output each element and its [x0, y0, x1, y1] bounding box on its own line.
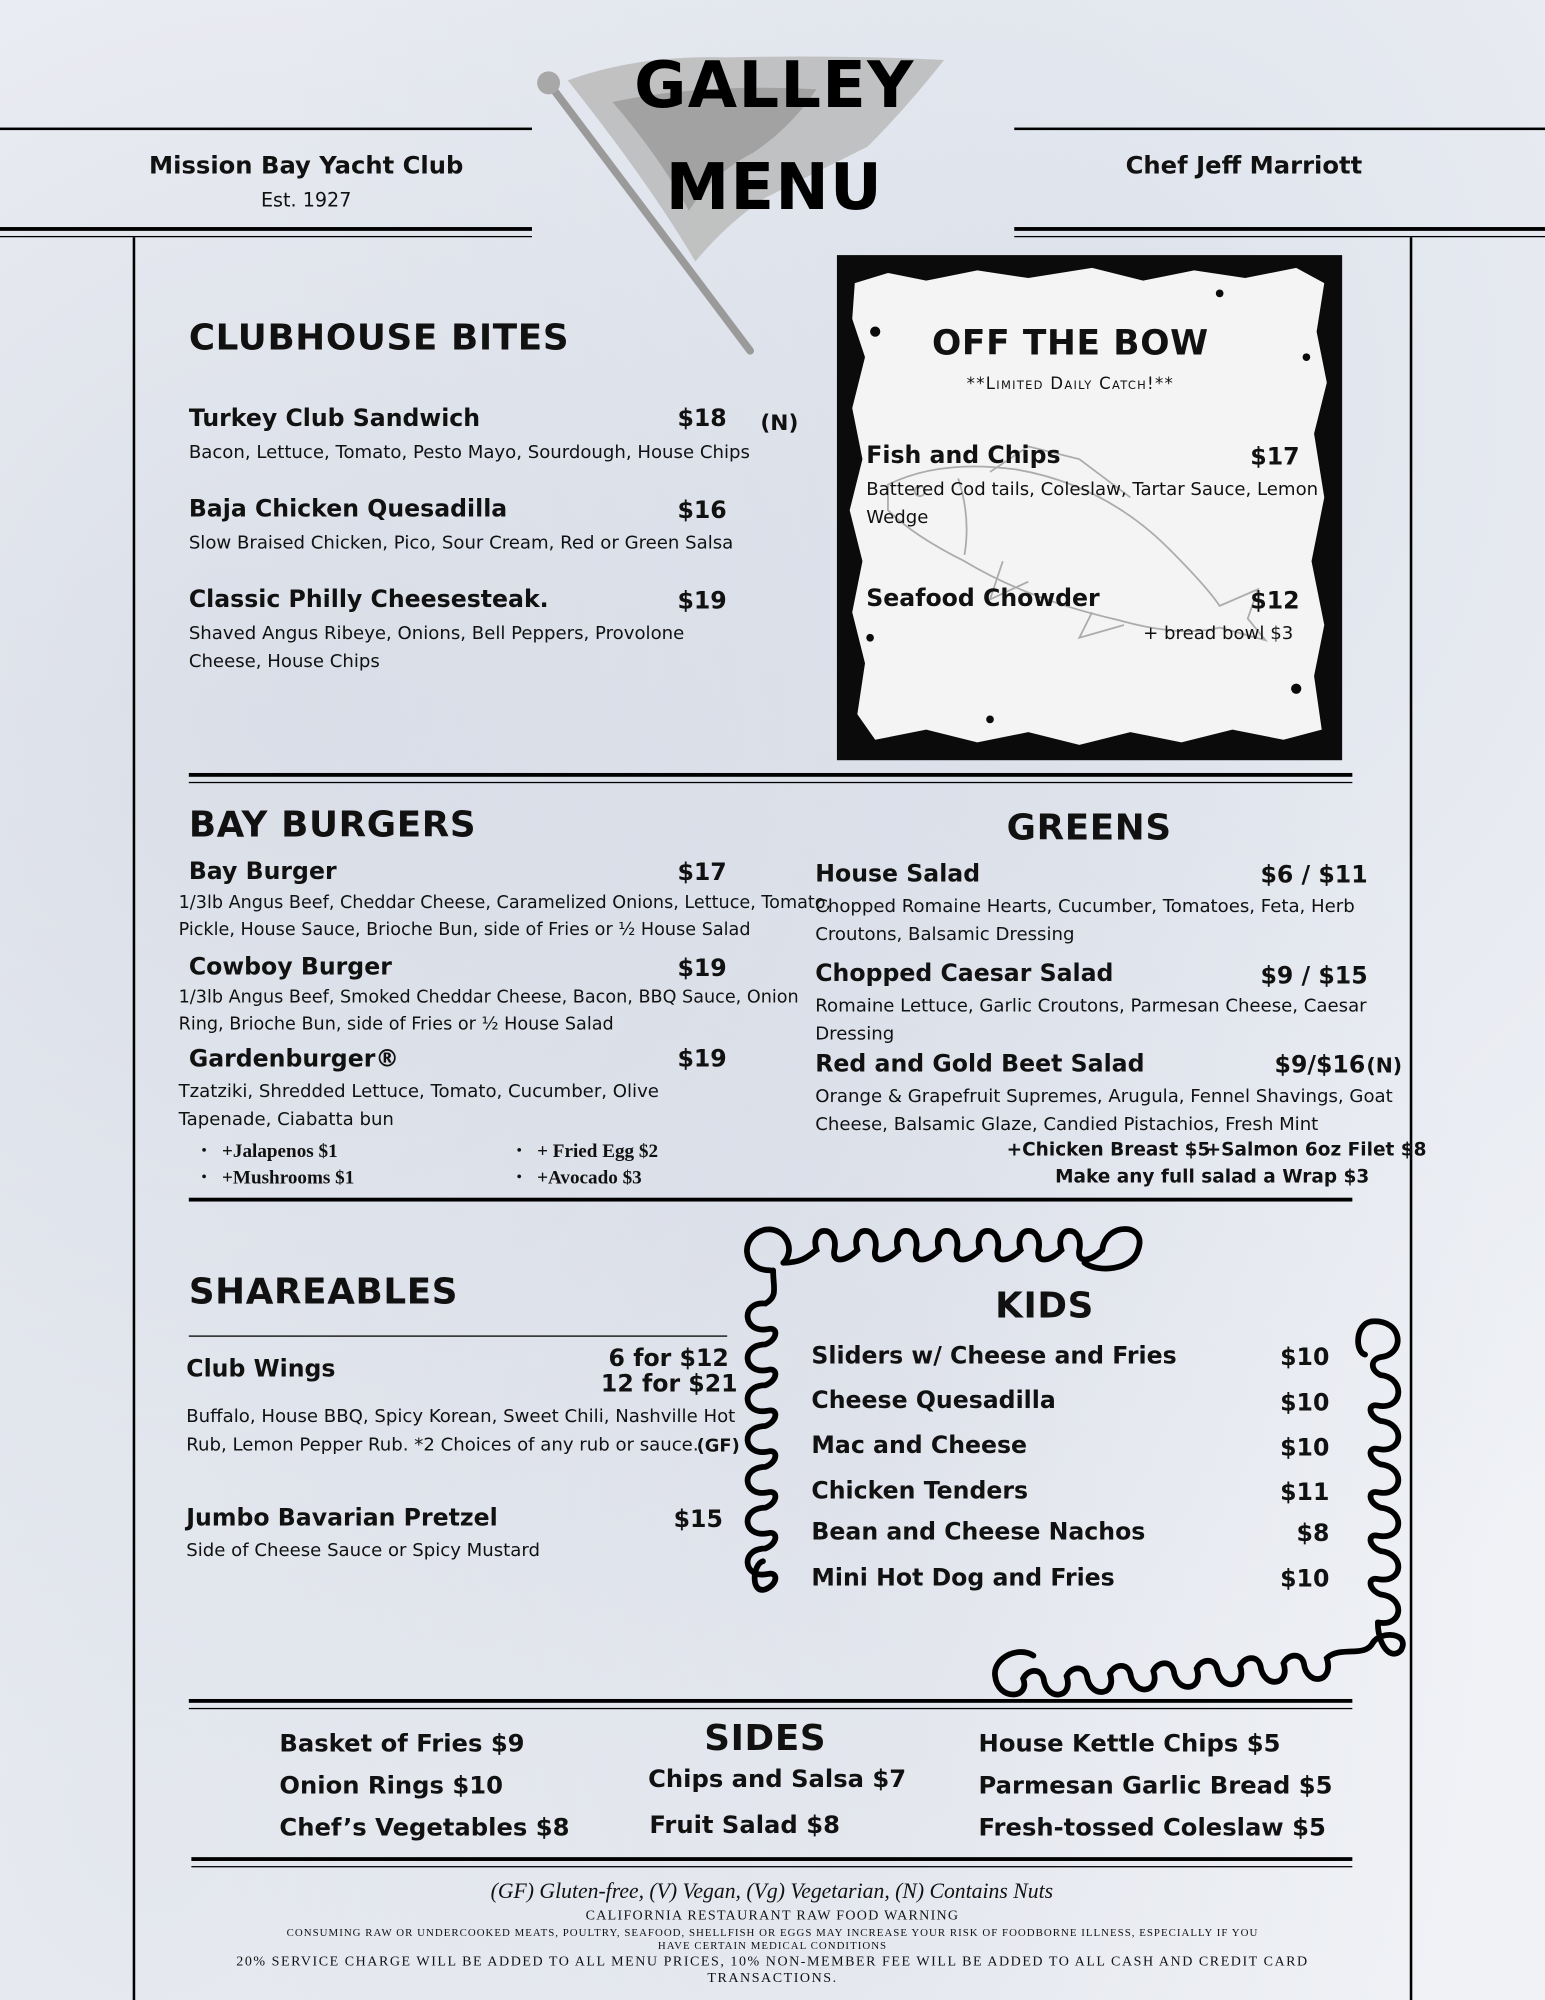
salad-addon-chicken: +Chicken Breast $5	[1006, 1140, 1211, 1161]
kids-item-3-name: Mac and Cheese	[811, 1432, 1028, 1460]
header-rule-right-bottom	[1014, 227, 1545, 231]
side-onion-rings: Onion Rings $10	[279, 1771, 503, 1800]
kids-item-2-name: Cheese Quesadilla	[811, 1387, 1056, 1415]
kids-item-5-name: Bean and Cheese Nachos	[811, 1519, 1146, 1546]
off-the-bow-title: OFF THE BOW	[932, 323, 1209, 364]
raw-food-warning-line2: HAVE CERTAIN MEDICAL CONDITIONS	[657, 1938, 888, 1952]
philly-price: $19	[677, 588, 727, 615]
established-year: Est. 1927	[260, 188, 352, 212]
baja-quesadilla-name: Baja Chicken Quesadilla	[188, 496, 508, 523]
kids-item-3-price: $10	[1280, 1434, 1330, 1462]
divider-mid	[189, 1198, 1353, 1202]
kids-title: KIDS	[995, 1284, 1095, 1327]
header-rule-left-bottom2	[0, 236, 532, 237]
header-rule-left-bottom	[0, 227, 532, 231]
club-wings-gf-tag: (GF)	[696, 1436, 740, 1457]
gardenburger-price: $19	[677, 1045, 727, 1073]
house-salad-price: $6 / $11	[1260, 862, 1368, 890]
side-garlic-bread: Parmesan Garlic Bread $5	[978, 1771, 1333, 1800]
kids-item-1-price: $10	[1280, 1344, 1330, 1372]
shareables-underline	[189, 1335, 727, 1336]
dietary-legend: (GF) Gluten-free, (V) Vegan, (Vg) Vegetarian, (N) Contains Nuts	[490, 1878, 1054, 1904]
addon-mushrooms: • +Mushrooms $1	[202, 1165, 355, 1192]
menu-title-line1: GALLEY	[634, 48, 915, 123]
shareables-title: SHAREABLES	[188, 1270, 459, 1313]
service-charge-line1: 20% SERVICE CHARGE WILL BE ADDED TO ALL MENU PRICES, 10% NON-MEMBER FEE WILL BE ADDED TO ALL CASH AND CREDIT CARD	[236, 1954, 1309, 1970]
off-the-bow-subtitle: **Limited Daily Catch!**	[966, 374, 1175, 395]
divider-top-1	[189, 773, 1353, 777]
frame-left	[133, 237, 136, 2000]
sides-rule-bottom-1	[191, 1857, 1352, 1861]
side-vegetables: Chef’s Vegetables $8	[279, 1813, 570, 1842]
kids-item-6-price: $10	[1280, 1566, 1330, 1594]
burger-addons-left	[202, 1138, 355, 1192]
club-name: Mission Bay Yacht Club	[149, 151, 464, 180]
bay-burger-price: $17	[677, 859, 727, 887]
service-charge-line2: TRANSACTIONS.	[707, 1970, 838, 1986]
club-wings-desc-line1: Buffalo, House BBQ, Spicy Korean, Sweet Chili, Nashville Hot	[186, 1406, 736, 1428]
divider-top-2	[189, 782, 1353, 783]
fish-and-chips-price: $17	[1250, 443, 1300, 471]
kids-item-5-price: $8	[1296, 1520, 1330, 1548]
gardenburger-desc-line1: Tzatziki, Shredded Lettuce, Tomato, Cucumber, Olive	[178, 1081, 659, 1103]
pretzel-price: $15	[673, 1506, 723, 1534]
beet-salad-name: Red and Gold Beet Salad	[815, 1051, 1145, 1078]
cowboy-burger-desc-line1: 1/3lb Angus Beef, Smoked Cheddar Cheese, Bacon, BBQ Sauce, Onion	[178, 987, 799, 1008]
fish-and-chips-name: Fish and Chips	[866, 442, 1061, 470]
chowder-note: + bread bowl $3	[1143, 623, 1294, 645]
beet-salad-price: $9/$16	[1274, 1052, 1366, 1080]
club-wings-name: Club Wings	[186, 1355, 336, 1383]
fish-and-chips-desc-line1: Battered Cod tails, Coleslaw, Tartar Sauce, Lemon	[866, 479, 1319, 500]
cowboy-burger-desc-line2: Ring, Brioche Bun, side of Fries or ½ House Salad	[178, 1014, 614, 1035]
club-wings-price-12: 12 for $21	[600, 1371, 738, 1398]
bay-burger-desc-line2: Pickle, House Sauce, Brioche Bun, side of Fries or ½ House Salad	[178, 919, 751, 941]
club-wings-desc-line2: Rub, Lemon Pepper Rub. *2 Choices of any rub or sauce.	[186, 1434, 699, 1456]
caesar-salad-price: $9 / $15	[1260, 963, 1368, 990]
chef-name: Chef Jeff Marriott	[1125, 151, 1363, 180]
chowder-name: Seafood Chowder	[866, 585, 1100, 613]
baja-quesadilla-price: $16	[677, 497, 727, 525]
menu-title-line2: MENU	[665, 150, 884, 225]
sides-rule-bottom-2	[191, 1866, 1352, 1867]
cowboy-burger-name: Cowboy Burger	[188, 954, 392, 981]
turkey-club-nut-tag: (N)	[760, 410, 799, 437]
beet-salad-desc-line1: Orange & Grapefruit Supremes, Arugula, Fennel Shavings, Goat	[815, 1086, 1393, 1108]
addon-avocado: • +Avocado $3	[517, 1165, 658, 1192]
sides-title: SIDES	[704, 1716, 827, 1759]
frame-right	[1410, 237, 1413, 2000]
raw-food-warning-title: CALIFORNIA RESTAURANT RAW FOOD WARNING	[585, 1908, 960, 1924]
salad-addon-salmon: +Salmon 6oz Filet $8	[1205, 1140, 1427, 1161]
bay-burger-desc-line1: 1/3lb Angus Beef, Cheddar Cheese, Caramelized Onions, Lettuce, Tomato,	[178, 892, 832, 914]
turkey-club-name: Turkey Club Sandwich	[188, 405, 481, 433]
pretzel-desc: Side of Cheese Sauce or Spicy Mustard	[186, 1540, 540, 1562]
side-chips-salsa: Chips and Salsa $7	[648, 1765, 907, 1794]
side-fries: Basket of Fries $9	[279, 1729, 525, 1758]
burger-addons-right	[517, 1138, 658, 1192]
header-rule-right-bottom2	[1014, 236, 1545, 237]
kids-item-2-price: $10	[1280, 1390, 1330, 1418]
gardenburger-desc-line2: Tapenade, Ciabatta bun	[178, 1109, 394, 1131]
kids-item-1-name: Sliders w/ Cheese and Fries	[811, 1343, 1177, 1370]
beet-salad-nut-tag: (N)	[1366, 1053, 1403, 1078]
philly-desc-line2: Cheese, House Chips	[188, 651, 380, 673]
side-fruit-salad: Fruit Salad $8	[649, 1811, 840, 1840]
house-salad-name: House Salad	[815, 860, 981, 888]
caesar-salad-desc-line2: Dressing	[815, 1024, 895, 1045]
club-wings-price-6: 6 for $12	[608, 1345, 729, 1373]
side-coleslaw: Fresh-tossed Coleslaw $5	[978, 1813, 1326, 1842]
beet-salad-desc-line2: Cheese, Balsamic Glaze, Candied Pistachios, Fresh Mint	[815, 1114, 1319, 1136]
sides-rule-top-2	[189, 1708, 1353, 1709]
caesar-salad-desc-line1: Romaine Lettuce, Garlic Croutons, Parmesan Cheese, Caesar	[815, 996, 1367, 1017]
addon-jalapenos: • +Jalapenos $1	[202, 1138, 355, 1165]
baja-quesadilla-desc: Slow Braised Chicken, Pico, Sour Cream, Red or Green Salsa	[188, 533, 734, 554]
turkey-club-price: $18	[677, 405, 727, 433]
side-kettle-chips: House Kettle Chips $5	[978, 1729, 1281, 1758]
pretzel-name: Jumbo Bavarian Pretzel	[186, 1505, 498, 1532]
turkey-club-desc: Bacon, Lettuce, Tomato, Pesto Mayo, Sourdough, House Chips	[188, 442, 750, 464]
caesar-salad-name: Chopped Caesar Salad	[815, 960, 1114, 988]
fish-and-chips-desc-line2: Wedge	[866, 507, 929, 529]
philly-desc-line1: Shaved Angus Ribeye, Onions, Bell Peppers, Provolone	[188, 623, 685, 645]
kids-item-4-price: $11	[1280, 1479, 1330, 1507]
gardenburger-name: Gardenburger®	[188, 1045, 399, 1073]
raw-food-warning-line1: CONSUMING RAW OR UNDERCOOKED MEATS, POULTRY, SEAFOOD, SHELLFISH OR EGGS MAY INCREASE YOUR RISK OF FOODBORNE ILLNESS, ESPECIALLY IF YOU	[286, 1926, 1259, 1939]
addon-fried-egg: • + Fried Egg $2	[517, 1138, 658, 1165]
philly-name: Classic Philly Cheesesteak.	[188, 586, 549, 614]
chowder-price: $12	[1250, 588, 1300, 615]
house-salad-desc-line1: Chopped Romaine Hearts, Cucumber, Tomatoes, Feta, Herb	[815, 896, 1355, 918]
house-salad-desc-line2: Croutons, Balsamic Dressing	[815, 924, 1075, 946]
kids-item-4-name: Chicken Tenders	[811, 1478, 1029, 1506]
clubhouse-bites-title: CLUBHOUSE BITES	[188, 316, 570, 359]
kids-item-6-name: Mini Hot Dog and Fries	[811, 1565, 1115, 1592]
salad-wrap-note: Make any full salad a Wrap $3	[1055, 1167, 1370, 1188]
greens-title: GREENS	[1006, 806, 1172, 849]
bay-burger-name: Bay Burger	[188, 858, 337, 886]
header-rule-right-top	[1014, 128, 1545, 131]
bay-burgers-title: BAY BURGERS	[188, 803, 477, 846]
cowboy-burger-price: $19	[677, 955, 727, 983]
sides-rule-top-1	[189, 1699, 1353, 1703]
header-rule-left-top	[0, 128, 532, 131]
